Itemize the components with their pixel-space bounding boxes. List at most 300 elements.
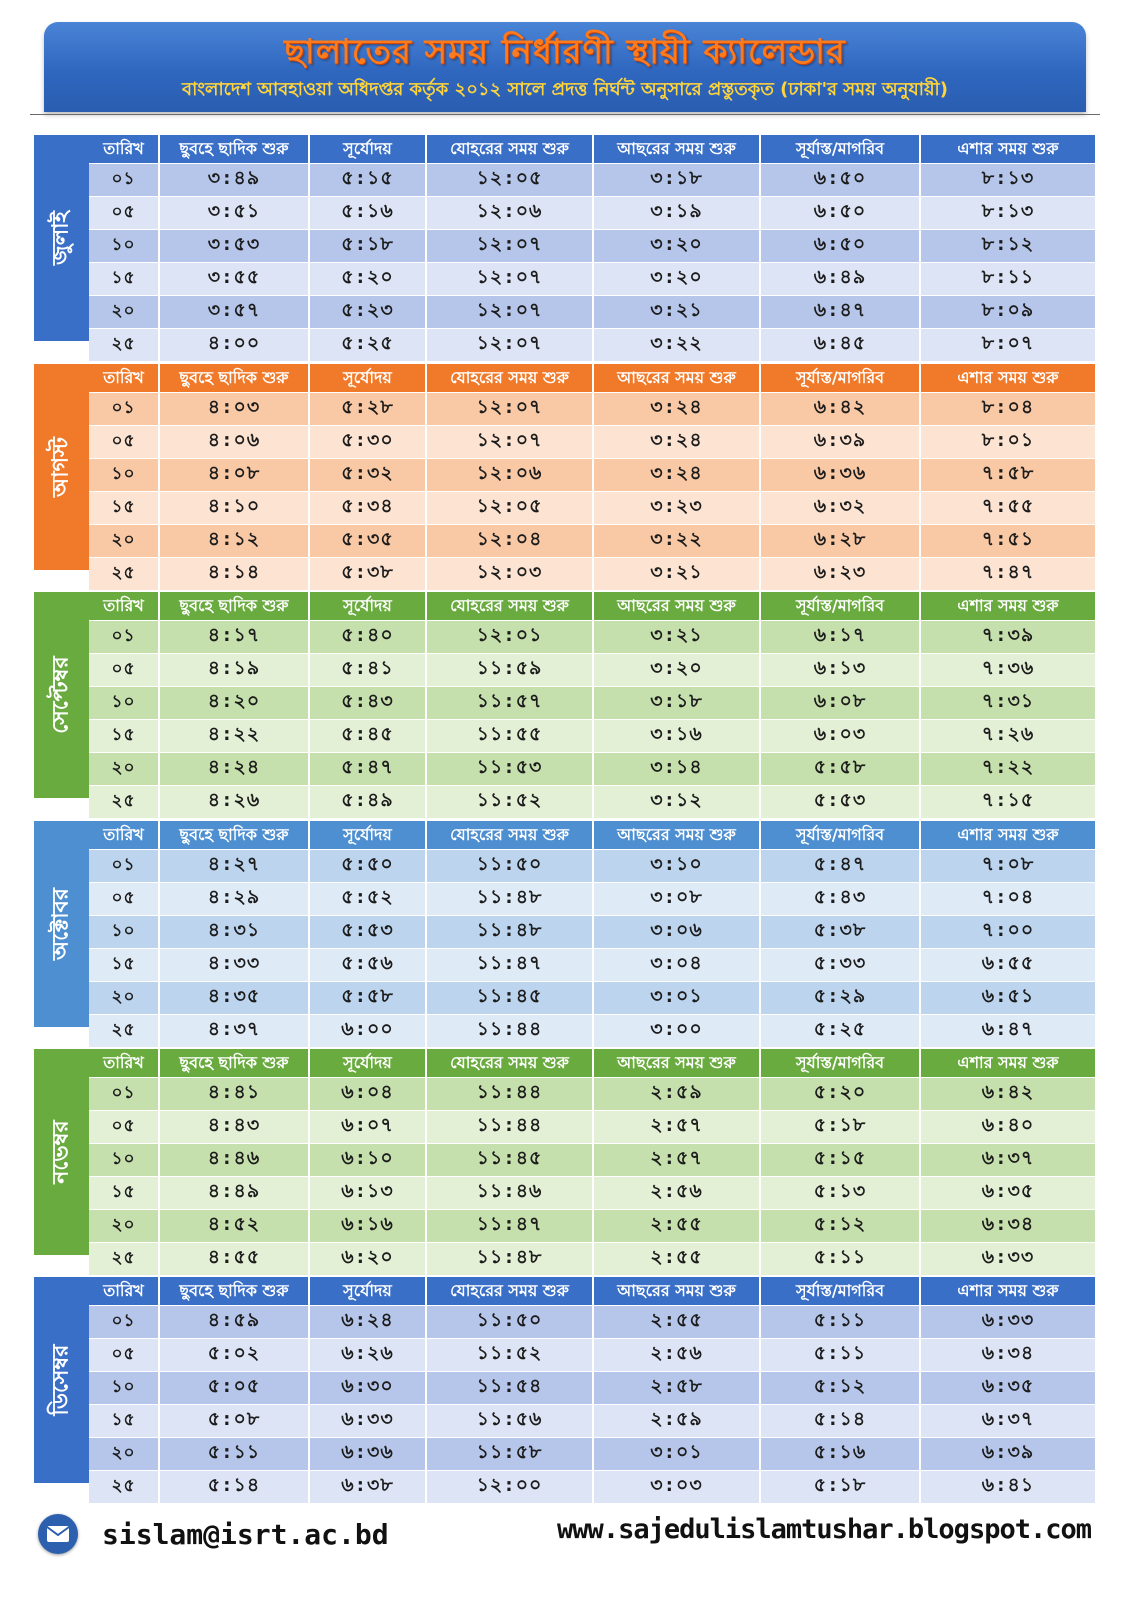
- table-header-row: [89, 592, 1096, 621]
- date-cell: ২০: [89, 753, 159, 786]
- date-cell: ০৫: [89, 426, 159, 459]
- time-cell: ৫:১৪: [159, 1471, 309, 1504]
- time-cell: ৬:৪৫: [760, 329, 920, 362]
- date-cell: ১৫: [89, 492, 159, 525]
- time-cell: ৪:৫২: [159, 1210, 309, 1243]
- time-cell: ৩:৪৯: [159, 164, 309, 197]
- column-header: এশার সময় শুরু: [920, 364, 1096, 393]
- date-cell: ০১: [89, 164, 159, 197]
- time-cell: ৫:৫৬: [309, 949, 426, 982]
- table-row: [89, 621, 1096, 654]
- time-cell: ৩:২০: [593, 230, 760, 263]
- time-cell: ৫:২৮: [309, 393, 426, 426]
- time-cell: ৬:৩৮: [309, 1471, 426, 1504]
- column-header: ছুবহে ছাদিক শুরু: [159, 364, 309, 393]
- time-cell: ৪:১৭: [159, 621, 309, 654]
- table-row: [89, 1306, 1096, 1339]
- time-cell: ৩:২১: [593, 296, 760, 329]
- header-divider: [30, 114, 1100, 115]
- time-cell: ৫:১৫: [760, 1144, 920, 1177]
- month-name: নভেম্বর: [48, 1120, 73, 1184]
- month-name: সেপ্টেম্বর: [48, 656, 73, 734]
- time-cell: ৬:১৩: [760, 654, 920, 687]
- time-cell: ৫:১১: [159, 1438, 309, 1471]
- table-row: [89, 786, 1096, 819]
- column-header: এশার সময় শুরু: [920, 1277, 1096, 1306]
- time-cell: ১১:৫০: [426, 850, 593, 883]
- column-header: সূর্যোদয়: [309, 821, 426, 850]
- time-cell: ৪:২৯: [159, 883, 309, 916]
- time-cell: ৬:৫৫: [920, 949, 1096, 982]
- time-cell: ৫:২০: [760, 1078, 920, 1111]
- time-cell: ৮:০৯: [920, 296, 1096, 329]
- date-cell: ২০: [89, 525, 159, 558]
- table-row: [89, 164, 1096, 197]
- time-cell: ৩:২২: [593, 329, 760, 362]
- time-cell: ১১:৪৮: [426, 883, 593, 916]
- date-cell: ১০: [89, 1372, 159, 1405]
- month-block-1: [34, 364, 1096, 583]
- time-cell: ১১:৫৭: [426, 687, 593, 720]
- time-cell: ১১:৪৪: [426, 1015, 593, 1048]
- time-cell: ৫:৩৪: [309, 492, 426, 525]
- time-cell: ১২:০৭: [426, 393, 593, 426]
- time-cell: ২:৫৫: [593, 1243, 760, 1276]
- month-block-3: [34, 821, 1096, 1040]
- time-cell: ৬:০৮: [760, 687, 920, 720]
- column-header: সূর্যাস্ত/মাগরিব: [760, 1049, 920, 1078]
- time-cell: ৬:৩৪: [920, 1210, 1096, 1243]
- column-header: যোহরের সময় শুরু: [426, 1277, 593, 1306]
- time-cell: ৬:৩৭: [920, 1144, 1096, 1177]
- time-cell: ৫:৩৮: [309, 558, 426, 591]
- time-cell: ৭:৩১: [920, 687, 1096, 720]
- column-header: আছরের সময় শুরু: [593, 592, 760, 621]
- time-cell: ৫:১১: [760, 1339, 920, 1372]
- date-cell: ০১: [89, 1078, 159, 1111]
- time-cell: ৬:৪৭: [760, 296, 920, 329]
- time-cell: ২:৫৯: [593, 1078, 760, 1111]
- table-row: [89, 459, 1096, 492]
- table-row: [89, 329, 1096, 362]
- time-cell: ৬:৪৯: [760, 263, 920, 296]
- time-cell: ৫:৪৫: [309, 720, 426, 753]
- month-label: [34, 135, 89, 341]
- column-header: যোহরের সময় শুরু: [426, 364, 593, 393]
- time-cell: ৬:১৩: [309, 1177, 426, 1210]
- date-cell: ১৫: [89, 263, 159, 296]
- time-cell: ১২:০৭: [426, 296, 593, 329]
- prayer-time-table: [89, 1049, 1097, 1275]
- column-header: ছুবহে ছাদিক শুরু: [159, 135, 309, 164]
- prayer-time-table: [89, 364, 1097, 590]
- column-header: এশার সময় শুরু: [920, 821, 1096, 850]
- time-cell: ৬:৩৭: [920, 1405, 1096, 1438]
- table-row: [89, 1210, 1096, 1243]
- time-cell: ১১:৫৫: [426, 720, 593, 753]
- time-cell: ৪:২০: [159, 687, 309, 720]
- time-cell: ৬:১৬: [309, 1210, 426, 1243]
- time-cell: ৮:১৩: [920, 164, 1096, 197]
- column-header: সূর্যাস্ত/মাগরিব: [760, 135, 920, 164]
- table-row: [89, 982, 1096, 1015]
- time-cell: ১১:৪৬: [426, 1177, 593, 1210]
- time-cell: ৫:১২: [760, 1372, 920, 1405]
- time-cell: ৩:৫১: [159, 197, 309, 230]
- time-cell: ৬:৩০: [309, 1372, 426, 1405]
- table-row: [89, 1015, 1096, 1048]
- table-row: [89, 393, 1096, 426]
- table-row: [89, 1339, 1096, 1372]
- time-cell: ৪:২৪: [159, 753, 309, 786]
- time-cell: ১১:৫৩: [426, 753, 593, 786]
- table-row: [89, 1111, 1096, 1144]
- time-cell: ১১:৪৫: [426, 982, 593, 1015]
- time-cell: ৪:০৩: [159, 393, 309, 426]
- time-cell: ৩:২৪: [593, 459, 760, 492]
- month-label: [34, 821, 89, 1027]
- time-cell: ৫:৪০: [309, 621, 426, 654]
- table-row: [89, 1243, 1096, 1276]
- time-cell: ৬:২৪: [309, 1306, 426, 1339]
- table-row: [89, 296, 1096, 329]
- date-cell: ০১: [89, 393, 159, 426]
- time-cell: ৭:৩৯: [920, 621, 1096, 654]
- prayer-time-table: [89, 135, 1097, 361]
- email-address[interactable]: sislam@isrt.ac.bd: [102, 1517, 389, 1551]
- time-cell: ৬:৩৬: [309, 1438, 426, 1471]
- time-cell: ৫:১১: [760, 1306, 920, 1339]
- time-cell: ৬:১৭: [760, 621, 920, 654]
- time-cell: ৬:৩২: [760, 492, 920, 525]
- time-cell: ২:৫৫: [593, 1306, 760, 1339]
- table-row: [89, 753, 1096, 786]
- month-name: অক্টোবর: [48, 888, 73, 960]
- time-cell: ৫:১৫: [309, 164, 426, 197]
- time-cell: ৩:১৮: [593, 164, 760, 197]
- time-cell: ১২:০৬: [426, 459, 593, 492]
- time-cell: ৩:০৮: [593, 883, 760, 916]
- time-cell: ৭:০৮: [920, 850, 1096, 883]
- time-cell: ২:৫৭: [593, 1144, 760, 1177]
- column-header: আছরের সময় শুরু: [593, 135, 760, 164]
- column-header: তারিখ: [89, 1277, 159, 1306]
- time-cell: ৫:১৮: [760, 1111, 920, 1144]
- time-cell: ৪:৪৬: [159, 1144, 309, 1177]
- time-cell: ৪:২৬: [159, 786, 309, 819]
- time-cell: ৭:২২: [920, 753, 1096, 786]
- time-cell: ৪:৩৭: [159, 1015, 309, 1048]
- month-block-4: [34, 1049, 1096, 1268]
- time-cell: ৫:১৪: [760, 1405, 920, 1438]
- time-cell: ৩:১৬: [593, 720, 760, 753]
- date-cell: ১৫: [89, 1405, 159, 1438]
- column-header: আছরের সময় শুরু: [593, 1277, 760, 1306]
- time-cell: ৫:১৬: [309, 197, 426, 230]
- time-cell: ৫:১২: [760, 1210, 920, 1243]
- time-cell: ১১:৫২: [426, 1339, 593, 1372]
- time-cell: ৫:২৫: [760, 1015, 920, 1048]
- time-cell: ৫:৪৩: [760, 883, 920, 916]
- column-header: এশার সময় শুরু: [920, 592, 1096, 621]
- time-cell: ১২:০৫: [426, 492, 593, 525]
- date-cell: ০১: [89, 850, 159, 883]
- column-header: ছুবহে ছাদিক শুরু: [159, 1277, 309, 1306]
- time-cell: ৭:১৫: [920, 786, 1096, 819]
- date-cell: ২৫: [89, 329, 159, 362]
- table-row: [89, 1144, 1096, 1177]
- date-cell: ০৫: [89, 1111, 159, 1144]
- time-cell: ৪:৪১: [159, 1078, 309, 1111]
- time-cell: ৩:২১: [593, 621, 760, 654]
- time-cell: ৪:১০: [159, 492, 309, 525]
- table-row: [89, 883, 1096, 916]
- table-row: [89, 426, 1096, 459]
- time-cell: ৭:০৪: [920, 883, 1096, 916]
- time-cell: ৬:৩৬: [760, 459, 920, 492]
- time-cell: ১২:০৬: [426, 197, 593, 230]
- time-cell: ৩:১২: [593, 786, 760, 819]
- month-name: ডিসেম্বর: [48, 1344, 73, 1416]
- time-cell: ৫:২৩: [309, 296, 426, 329]
- time-cell: ৩:৫৩: [159, 230, 309, 263]
- time-cell: ৩:২০: [593, 654, 760, 687]
- month-label: [34, 592, 89, 798]
- time-cell: ৬:৫০: [760, 230, 920, 263]
- time-cell: ৭:০০: [920, 916, 1096, 949]
- time-cell: ১১:৪৫: [426, 1144, 593, 1177]
- time-cell: ৭:৫৫: [920, 492, 1096, 525]
- time-cell: ৬:০৪: [309, 1078, 426, 1111]
- column-header: সূর্যোদয়: [309, 135, 426, 164]
- time-cell: ৫:৫০: [309, 850, 426, 883]
- time-cell: ৪:৪৯: [159, 1177, 309, 1210]
- time-cell: ১২:০৭: [426, 263, 593, 296]
- time-cell: ১১:৪৭: [426, 1210, 593, 1243]
- table-row: [89, 230, 1096, 263]
- prayer-time-table: [89, 1277, 1097, 1503]
- table-header-row: [89, 1049, 1096, 1078]
- time-cell: ৫:১১: [760, 1243, 920, 1276]
- date-cell: ১০: [89, 230, 159, 263]
- time-cell: ১১:৫৯: [426, 654, 593, 687]
- time-cell: ৪:০৮: [159, 459, 309, 492]
- time-cell: ৫:১৩: [760, 1177, 920, 1210]
- time-cell: ৬:৫১: [920, 982, 1096, 1015]
- time-cell: ২:৫৬: [593, 1339, 760, 1372]
- time-cell: ৩:১৪: [593, 753, 760, 786]
- column-header: সূর্যোদয়: [309, 1277, 426, 1306]
- time-cell: ৭:৩৬: [920, 654, 1096, 687]
- time-cell: ৭:২৬: [920, 720, 1096, 753]
- time-cell: ৩:২০: [593, 263, 760, 296]
- time-cell: ৪:৫৫: [159, 1243, 309, 1276]
- time-cell: ৬:৪০: [920, 1111, 1096, 1144]
- time-cell: ৩:০৬: [593, 916, 760, 949]
- column-header: ছুবহে ছাদিক শুরু: [159, 821, 309, 850]
- column-header: সূর্যাস্ত/মাগরিব: [760, 592, 920, 621]
- time-cell: ৪:২২: [159, 720, 309, 753]
- column-header: যোহরের সময় শুরু: [426, 135, 593, 164]
- time-cell: ৩:১৯: [593, 197, 760, 230]
- table-header-row: [89, 135, 1096, 164]
- date-cell: ১০: [89, 687, 159, 720]
- time-cell: ৩:০০: [593, 1015, 760, 1048]
- month-label: [34, 1049, 89, 1255]
- time-cell: ৫:০২: [159, 1339, 309, 1372]
- month-name: আগস্ট: [48, 436, 73, 498]
- time-cell: ৬:০৭: [309, 1111, 426, 1144]
- time-cell: ৫:২৫: [309, 329, 426, 362]
- date-cell: ২৫: [89, 1471, 159, 1504]
- column-header: ছুবহে ছাদিক শুরু: [159, 592, 309, 621]
- date-cell: ১০: [89, 916, 159, 949]
- time-cell: ৭:৪৭: [920, 558, 1096, 591]
- time-cell: ১১:৪৭: [426, 949, 593, 982]
- table-row: [89, 720, 1096, 753]
- column-header: তারিখ: [89, 135, 159, 164]
- time-cell: ৫:১৮: [760, 1471, 920, 1504]
- date-cell: ০১: [89, 1306, 159, 1339]
- date-cell: ১৫: [89, 949, 159, 982]
- time-cell: ৮:০১: [920, 426, 1096, 459]
- column-header: যোহরের সময় শুরু: [426, 821, 593, 850]
- date-cell: ১৫: [89, 1177, 159, 1210]
- time-cell: ৩:০১: [593, 1438, 760, 1471]
- table-row: [89, 1438, 1096, 1471]
- page-subtitle: বাংলাদেশ আবহাওয়া অধিদপ্তর কর্তৃক ২০১২ সালে প্রদত্ত নির্ঘন্ট অনুসারে প্রস্তুতকৃত (ঢাকা'র সময় অনুযায়ী): [182, 79, 948, 100]
- date-cell: ২০: [89, 1210, 159, 1243]
- date-cell: ০১: [89, 621, 159, 654]
- table-row: [89, 687, 1096, 720]
- time-cell: ৫:৪১: [309, 654, 426, 687]
- time-cell: ৫:২৯: [760, 982, 920, 1015]
- column-header: সূর্যাস্ত/মাগরিব: [760, 364, 920, 393]
- time-cell: ১২:০৫: [426, 164, 593, 197]
- column-header: ছুবহে ছাদিক শুরু: [159, 1049, 309, 1078]
- time-cell: ১১:৫০: [426, 1306, 593, 1339]
- time-cell: ১১:৫৬: [426, 1405, 593, 1438]
- page-title: ছালাতের সময় নির্ধারণী স্থায়ী ক্যালেন্ডার: [284, 32, 846, 72]
- prayer-time-table: [89, 821, 1097, 1047]
- time-cell: ১১:৪৪: [426, 1078, 593, 1111]
- time-cell: ৮:০৪: [920, 393, 1096, 426]
- time-cell: ২:৫৬: [593, 1177, 760, 1210]
- time-cell: ৫:৫৩: [760, 786, 920, 819]
- time-cell: ৪:৩১: [159, 916, 309, 949]
- prayer-time-table: [89, 592, 1097, 818]
- column-header: তারিখ: [89, 592, 159, 621]
- date-cell: ২০: [89, 982, 159, 1015]
- month-block-5: [34, 1277, 1096, 1496]
- month-label: [34, 364, 89, 570]
- time-cell: ৫:৪৩: [309, 687, 426, 720]
- time-cell: ৫:৪৯: [309, 786, 426, 819]
- table-header-row: [89, 1277, 1096, 1306]
- date-cell: ২০: [89, 1438, 159, 1471]
- column-header: সূর্যোদয়: [309, 1049, 426, 1078]
- time-cell: ৬:০৩: [760, 720, 920, 753]
- time-cell: ৪:৩৩: [159, 949, 309, 982]
- time-cell: ৬:২০: [309, 1243, 426, 1276]
- time-cell: ১২:০৩: [426, 558, 593, 591]
- column-header: আছরের সময় শুরু: [593, 364, 760, 393]
- table-header-row: [89, 821, 1096, 850]
- time-cell: ৪:১৯: [159, 654, 309, 687]
- table-row: [89, 654, 1096, 687]
- time-cell: ৫:৩৩: [760, 949, 920, 982]
- table-row: [89, 1405, 1096, 1438]
- time-cell: ১১:৪৮: [426, 916, 593, 949]
- time-cell: ৫:৫৩: [309, 916, 426, 949]
- time-cell: ৩:৫৫: [159, 263, 309, 296]
- time-cell: ৮:০৭: [920, 329, 1096, 362]
- date-cell: ২৫: [89, 1243, 159, 1276]
- date-cell: ০৫: [89, 883, 159, 916]
- date-cell: ১০: [89, 1144, 159, 1177]
- time-cell: ৫:১৮: [309, 230, 426, 263]
- time-cell: ৭:৫১: [920, 525, 1096, 558]
- time-cell: ৬:৩৩: [920, 1306, 1096, 1339]
- month-name: জুলাই: [48, 211, 73, 265]
- time-cell: ১১:৫২: [426, 786, 593, 819]
- month-block-2: [34, 592, 1096, 811]
- time-cell: ২:৫৯: [593, 1405, 760, 1438]
- column-header: এশার সময় শুরু: [920, 135, 1096, 164]
- time-cell: ৮:১২: [920, 230, 1096, 263]
- time-cell: ৪:৪৩: [159, 1111, 309, 1144]
- time-cell: ১২:০৭: [426, 329, 593, 362]
- table-row: [89, 850, 1096, 883]
- time-cell: ৫:৩২: [309, 459, 426, 492]
- column-header: আছরের সময় শুরু: [593, 821, 760, 850]
- time-cell: ২:৫৮: [593, 1372, 760, 1405]
- time-cell: ৪:০৬: [159, 426, 309, 459]
- table-row: [89, 492, 1096, 525]
- time-cell: ৫:০৫: [159, 1372, 309, 1405]
- time-cell: ৬:৩৫: [920, 1372, 1096, 1405]
- time-cell: ৩:২৪: [593, 393, 760, 426]
- date-cell: ২৫: [89, 786, 159, 819]
- website-link[interactable]: www.sajedulislamtushar.blogspot.com: [557, 1514, 1091, 1545]
- date-cell: ১৫: [89, 720, 159, 753]
- time-cell: ৬:৩৫: [920, 1177, 1096, 1210]
- column-header: আছরের সময় শুরু: [593, 1049, 760, 1078]
- time-cell: ৬:৩৩: [309, 1405, 426, 1438]
- time-cell: ৩:৫৭: [159, 296, 309, 329]
- time-cell: ৩:২২: [593, 525, 760, 558]
- table-row: [89, 916, 1096, 949]
- time-cell: ১২:০৭: [426, 426, 593, 459]
- time-cell: ২:৫৭: [593, 1111, 760, 1144]
- column-header: সূর্যাস্ত/মাগরিব: [760, 821, 920, 850]
- time-cell: ৪:৩৫: [159, 982, 309, 1015]
- time-cell: ৪:২৭: [159, 850, 309, 883]
- time-cell: ৩:১৮: [593, 687, 760, 720]
- time-cell: ৩:০৪: [593, 949, 760, 982]
- time-cell: ১১:৪৮: [426, 1243, 593, 1276]
- column-header: এশার সময় শুরু: [920, 1049, 1096, 1078]
- time-cell: ৪:০০: [159, 329, 309, 362]
- time-cell: ৮:১৩: [920, 197, 1096, 230]
- month-block-0: [34, 135, 1096, 354]
- time-cell: ৩:০১: [593, 982, 760, 1015]
- time-cell: ৭:৫৮: [920, 459, 1096, 492]
- date-cell: ০৫: [89, 1339, 159, 1372]
- table-row: [89, 263, 1096, 296]
- column-header: তারিখ: [89, 821, 159, 850]
- time-cell: ৬:০০: [309, 1015, 426, 1048]
